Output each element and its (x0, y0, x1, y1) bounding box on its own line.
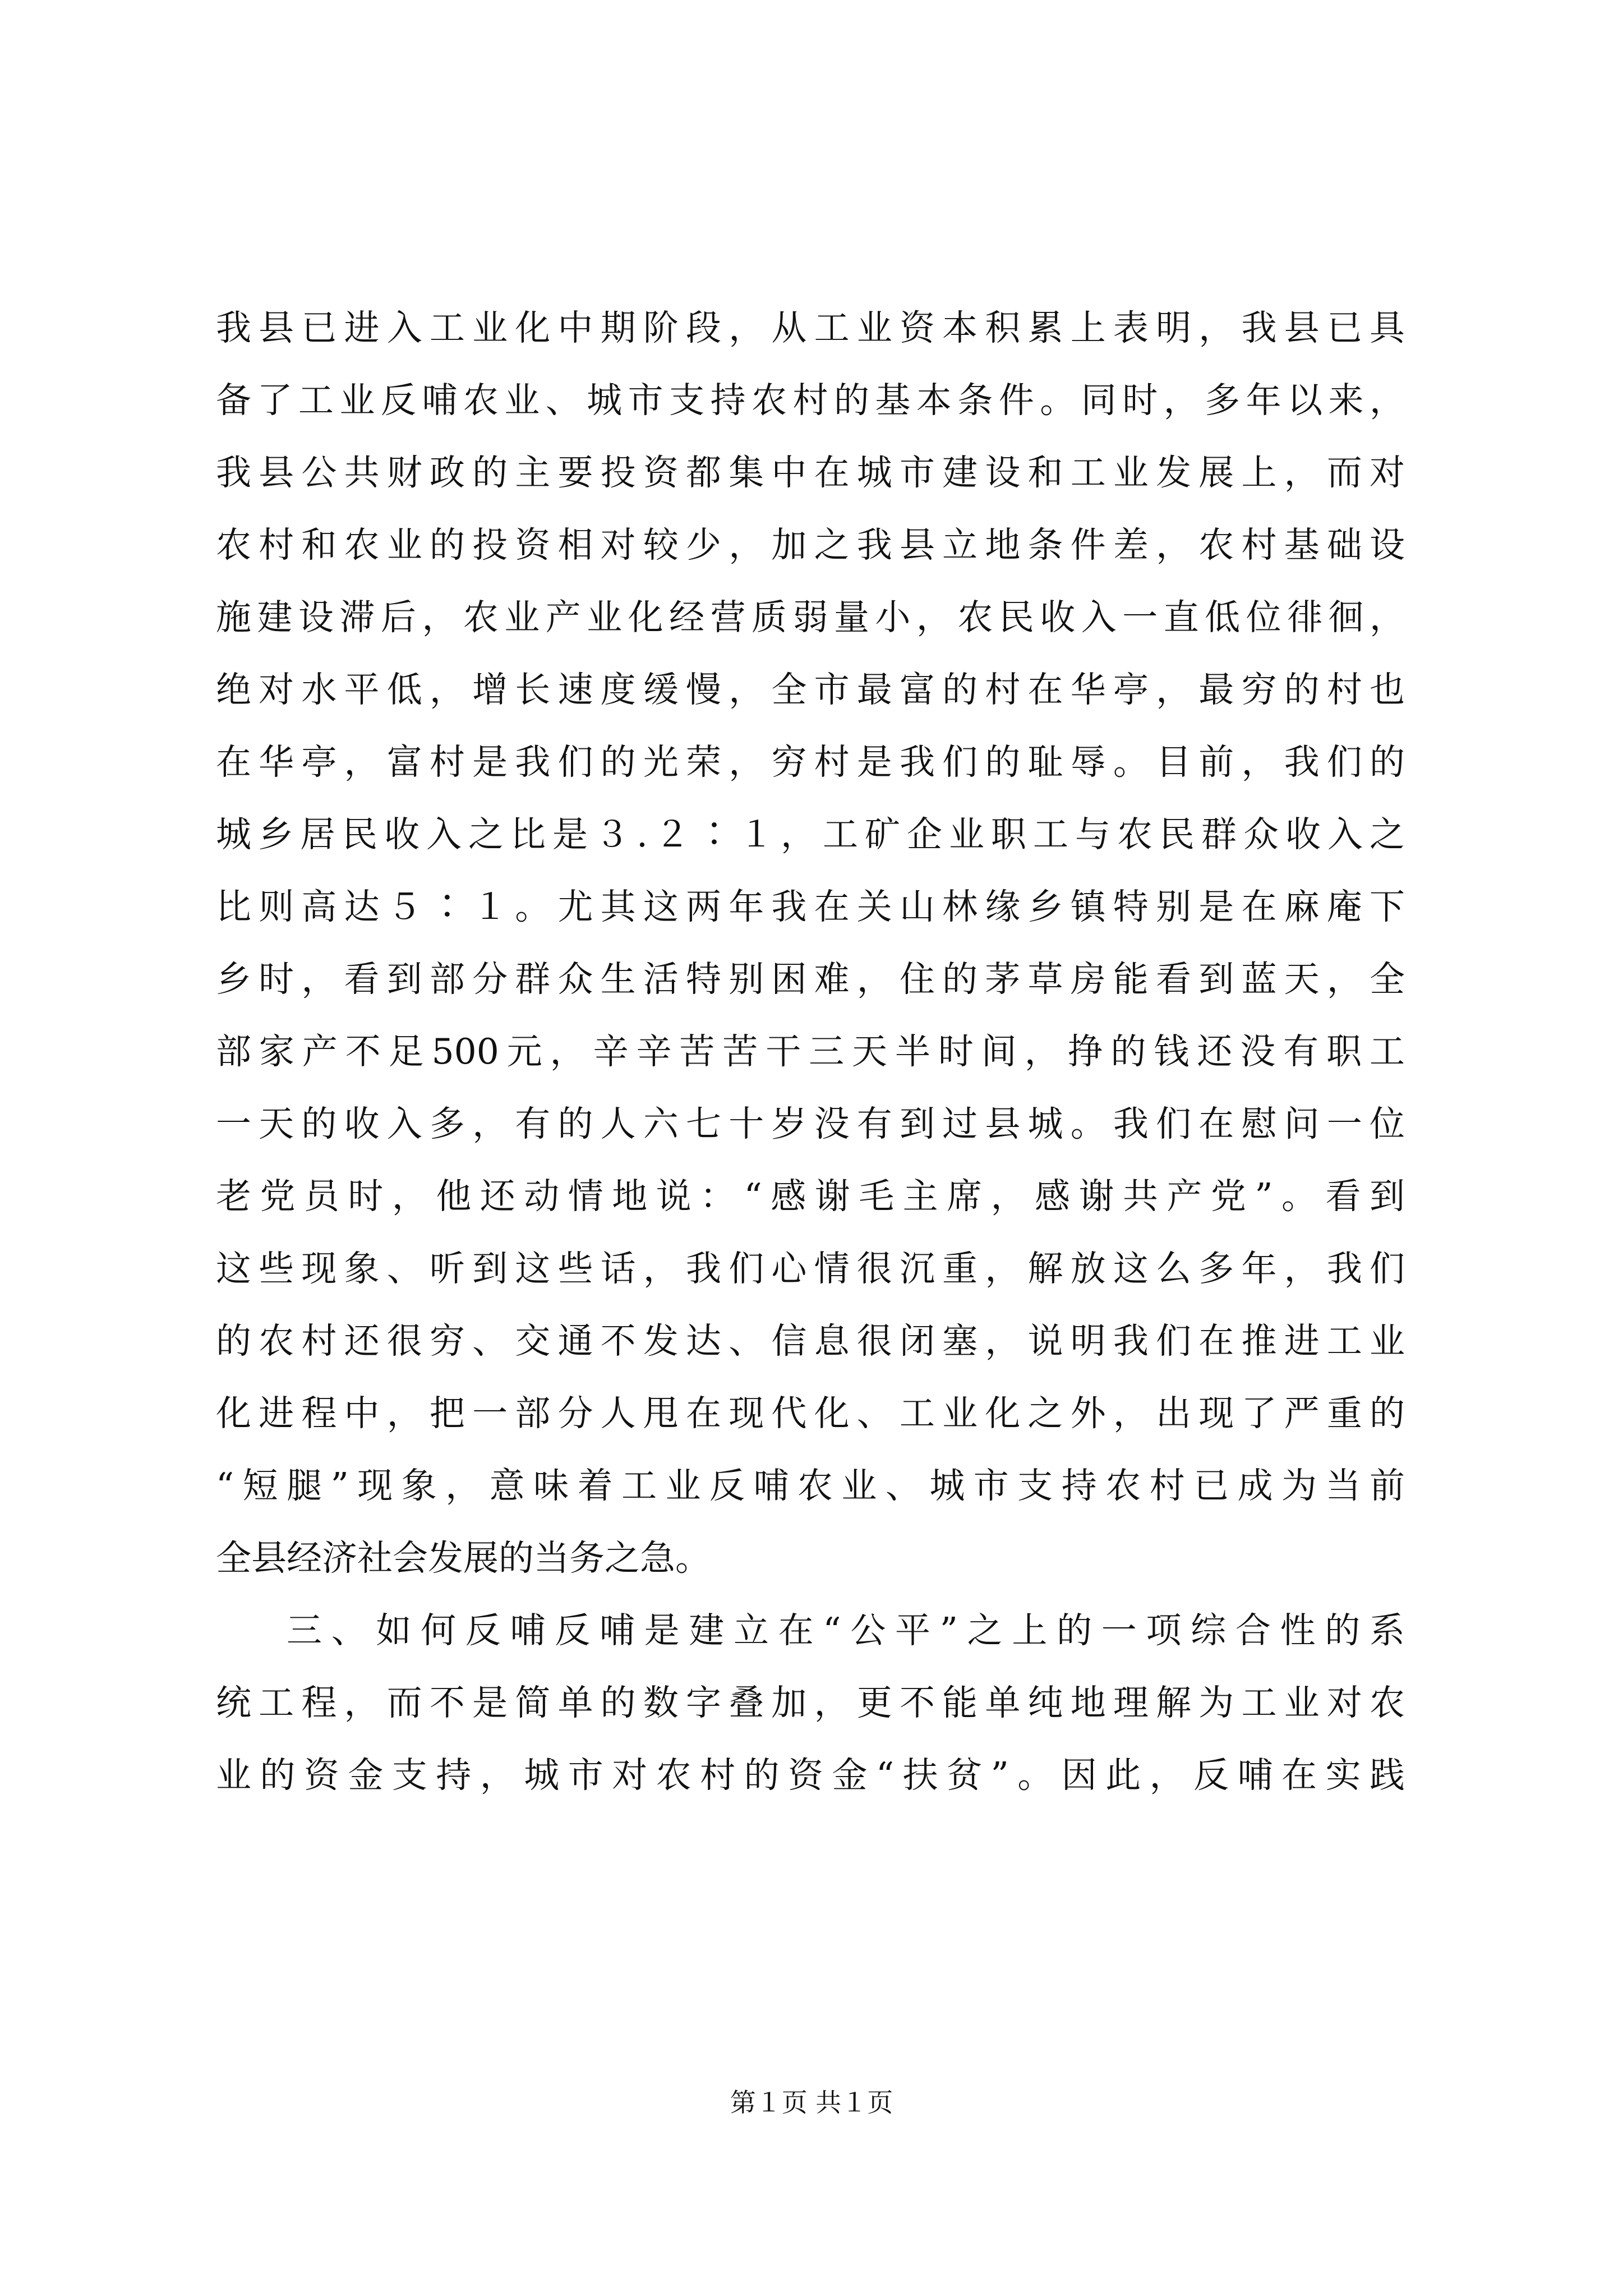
body-text (216, 292, 1405, 1811)
text-line: “短腿”现象，意味着工业反哺农业、城市支持农村已成为当前 (216, 1465, 1405, 1506)
section-heading-line: 三、如何反哺反哺是建立在“公平”之上的一项综合性的系 (287, 1610, 1405, 1651)
text-line: 施建设滞后，农业产业化经营质弱量小，农民收入一直低位徘徊， (216, 597, 1405, 638)
text-line: 一天的收入多，有的人六七十岁没有到过县城。我们在慰问一位 (216, 1103, 1405, 1144)
page-footer: 第１页 共１页 (730, 2087, 893, 2118)
text-line: 我县已进入工业化中期阶段，从工业资本积累上表明，我县已具 (216, 307, 1405, 348)
text-line: 全县经济社会发展的当务之急。 (216, 1538, 711, 1579)
text-line: 我县公共财政的主要投资都集中在城市建设和工业发展上，而对 (216, 452, 1405, 493)
text-line: 的农村还很穷、交通不发达、信息很闭塞，说明我们在推进工业 (216, 1320, 1405, 1361)
text-line: 农村和农业的投资相对较少，加之我县立地条件差，农村基础设 (216, 524, 1405, 565)
text-line: 在华亭，富村是我们的光荣，穷村是我们的耻辱。目前，我们的 (216, 742, 1405, 783)
text-line: 城乡居民收入之比是３.２∶１，工矿企业职工与农民群众收入之 (216, 814, 1405, 855)
text-line: 部家产不足500元，辛辛苦苦干三天半时间，挣的钱还没有职工 (216, 1031, 1405, 1072)
text-line: 化进程中，把一部分人甩在现代化、工业化之外，出现了严重的 (216, 1393, 1405, 1434)
text-line: 备了工业反哺农业、城市支持农村的基本条件。同时，多年以来， (216, 380, 1405, 421)
text-line: 绝对水平低，增长速度缓慢，全市最富的村在华亭，最穷的村也 (216, 669, 1405, 710)
text-line: 乡时，看到部分群众生活特别困难，住的茅草房能看到蓝天，全 (216, 959, 1405, 1000)
text-line: 老党员时，他还动情地说：“感谢毛主席，感谢共产党”。看到 (216, 1176, 1405, 1217)
text-line: 业的资金支持，城市对农村的资金“扶贫”。因此，反哺在实践 (216, 1755, 1405, 1796)
text-line: 统工程，而不是简单的数字叠加，更不能单纯地理解为工业对农 (216, 1682, 1405, 1723)
text-line: 比则高达５∶１。尤其这两年我在关山林缘乡镇特别是在麻庵下 (216, 886, 1405, 927)
text-line: 这些现象、听到这些话，我们心情很沉重，解放这么多年，我们 (216, 1248, 1405, 1289)
